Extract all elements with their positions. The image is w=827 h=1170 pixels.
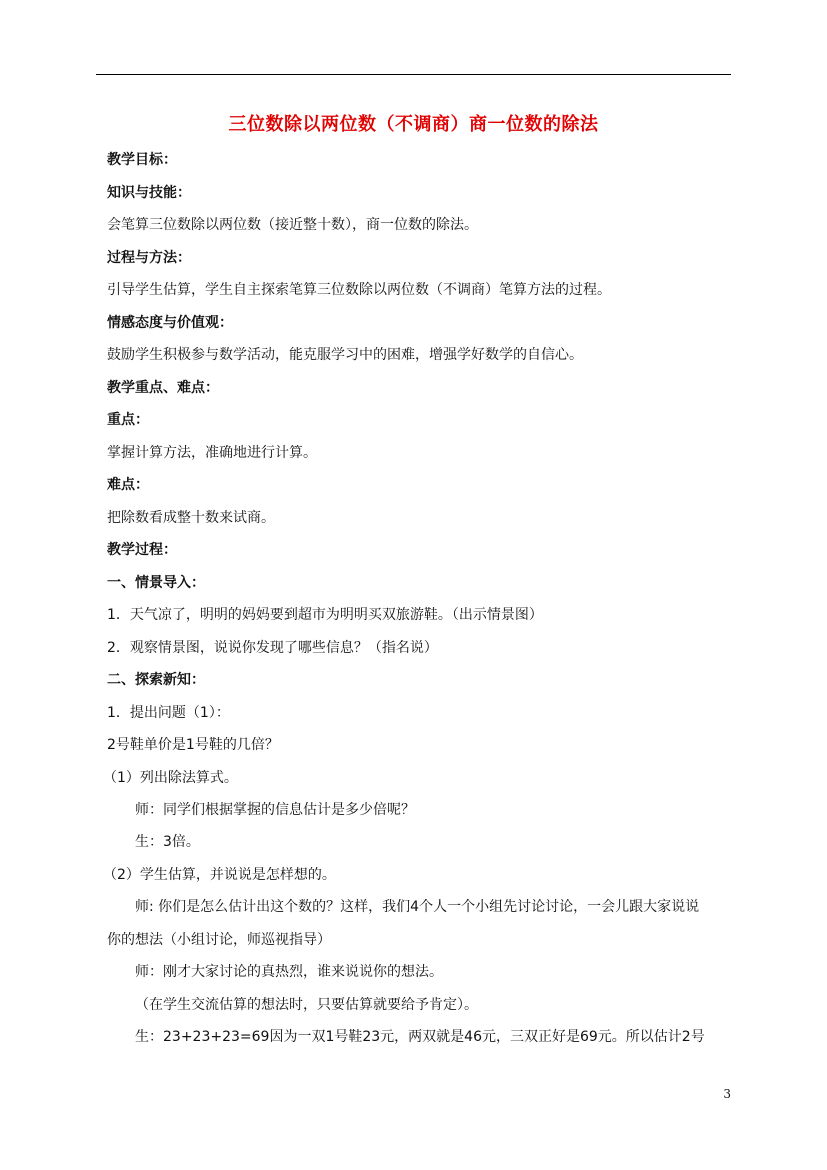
paragraph: 鼓励学生积极参与数学活动，能克服学习中的困难，增强学好数学的自信心。 (107, 347, 583, 363)
page-title: 三位数除以两位数（不调商）商一位数的除法 (228, 114, 599, 135)
dialogue-line: 师：刚才大家讨论的真热烈，谁来说说你的想法。 (135, 964, 443, 980)
dialogue-line: 师: 你们是怎么估计出这个数的？这样，我们4个人一个小组先讨论讨论，一会儿跟大家说说 (135, 899, 700, 915)
page-number: 3 (723, 1087, 731, 1101)
dialogue-line: （在学生交流估算的想法时，只要估算就要给予肯定）。 (135, 997, 478, 1013)
paragraph: 2号鞋单价是1号鞋的几倍？ (107, 737, 279, 753)
heading-section-2: 二、探索新知： (107, 672, 205, 688)
list-item: 2．观察情景图，说说你发现了哪些信息？（指名说） (107, 640, 438, 656)
heading-knowledge-skills: 知识与技能： (107, 185, 191, 201)
heading-teaching-process: 教学过程： (107, 542, 177, 558)
heading-process-method: 过程与方法： (107, 250, 191, 266)
paragraph: 引导学生估算，学生自主探索笔算三位数除以两位数（不调商）笔算方法的过程。 (107, 282, 611, 298)
paragraph: 掌握计算方法，准确地进行计算。 (107, 445, 317, 461)
heading-teaching-goals: 教学目标： (107, 152, 177, 168)
heading-focus: 重点： (107, 412, 149, 428)
list-item: 1．提出问题（1）： (107, 705, 230, 721)
header-rule (96, 74, 731, 75)
dialogue-line: 生：3倍。 (135, 834, 200, 850)
paragraph: 把除数看成整十数来试商。 (107, 510, 275, 526)
list-item: （2）学生估算，并说说是怎样想的。 (103, 867, 336, 883)
heading-key-points: 教学重点、难点： (107, 380, 219, 396)
list-item: （1）列出除法算式。 (103, 770, 238, 786)
heading-difficulty: 难点： (107, 477, 149, 493)
heading-section-1: 一、情景导入： (107, 575, 205, 591)
heading-attitude-values: 情感态度与价值观： (107, 315, 233, 331)
list-item: 1．天气凉了，明明的妈妈要到超市为明明买双旅游鞋。（出示情景图） (107, 607, 543, 623)
dialogue-line: 你的想法（小组讨论，师巡视指导） (107, 932, 331, 948)
dialogue-line: 生：23+23+23=69因为一双1号鞋23元，两双就是46元，三双正好是69元。所以估计2号 (135, 1029, 705, 1045)
dialogue-line: 师：同学们根据掌握的信息估计是多少倍呢？ (135, 802, 415, 818)
paragraph: 会笔算三位数除以两位数（接近整十数），商一位数的除法。 (107, 217, 478, 233)
